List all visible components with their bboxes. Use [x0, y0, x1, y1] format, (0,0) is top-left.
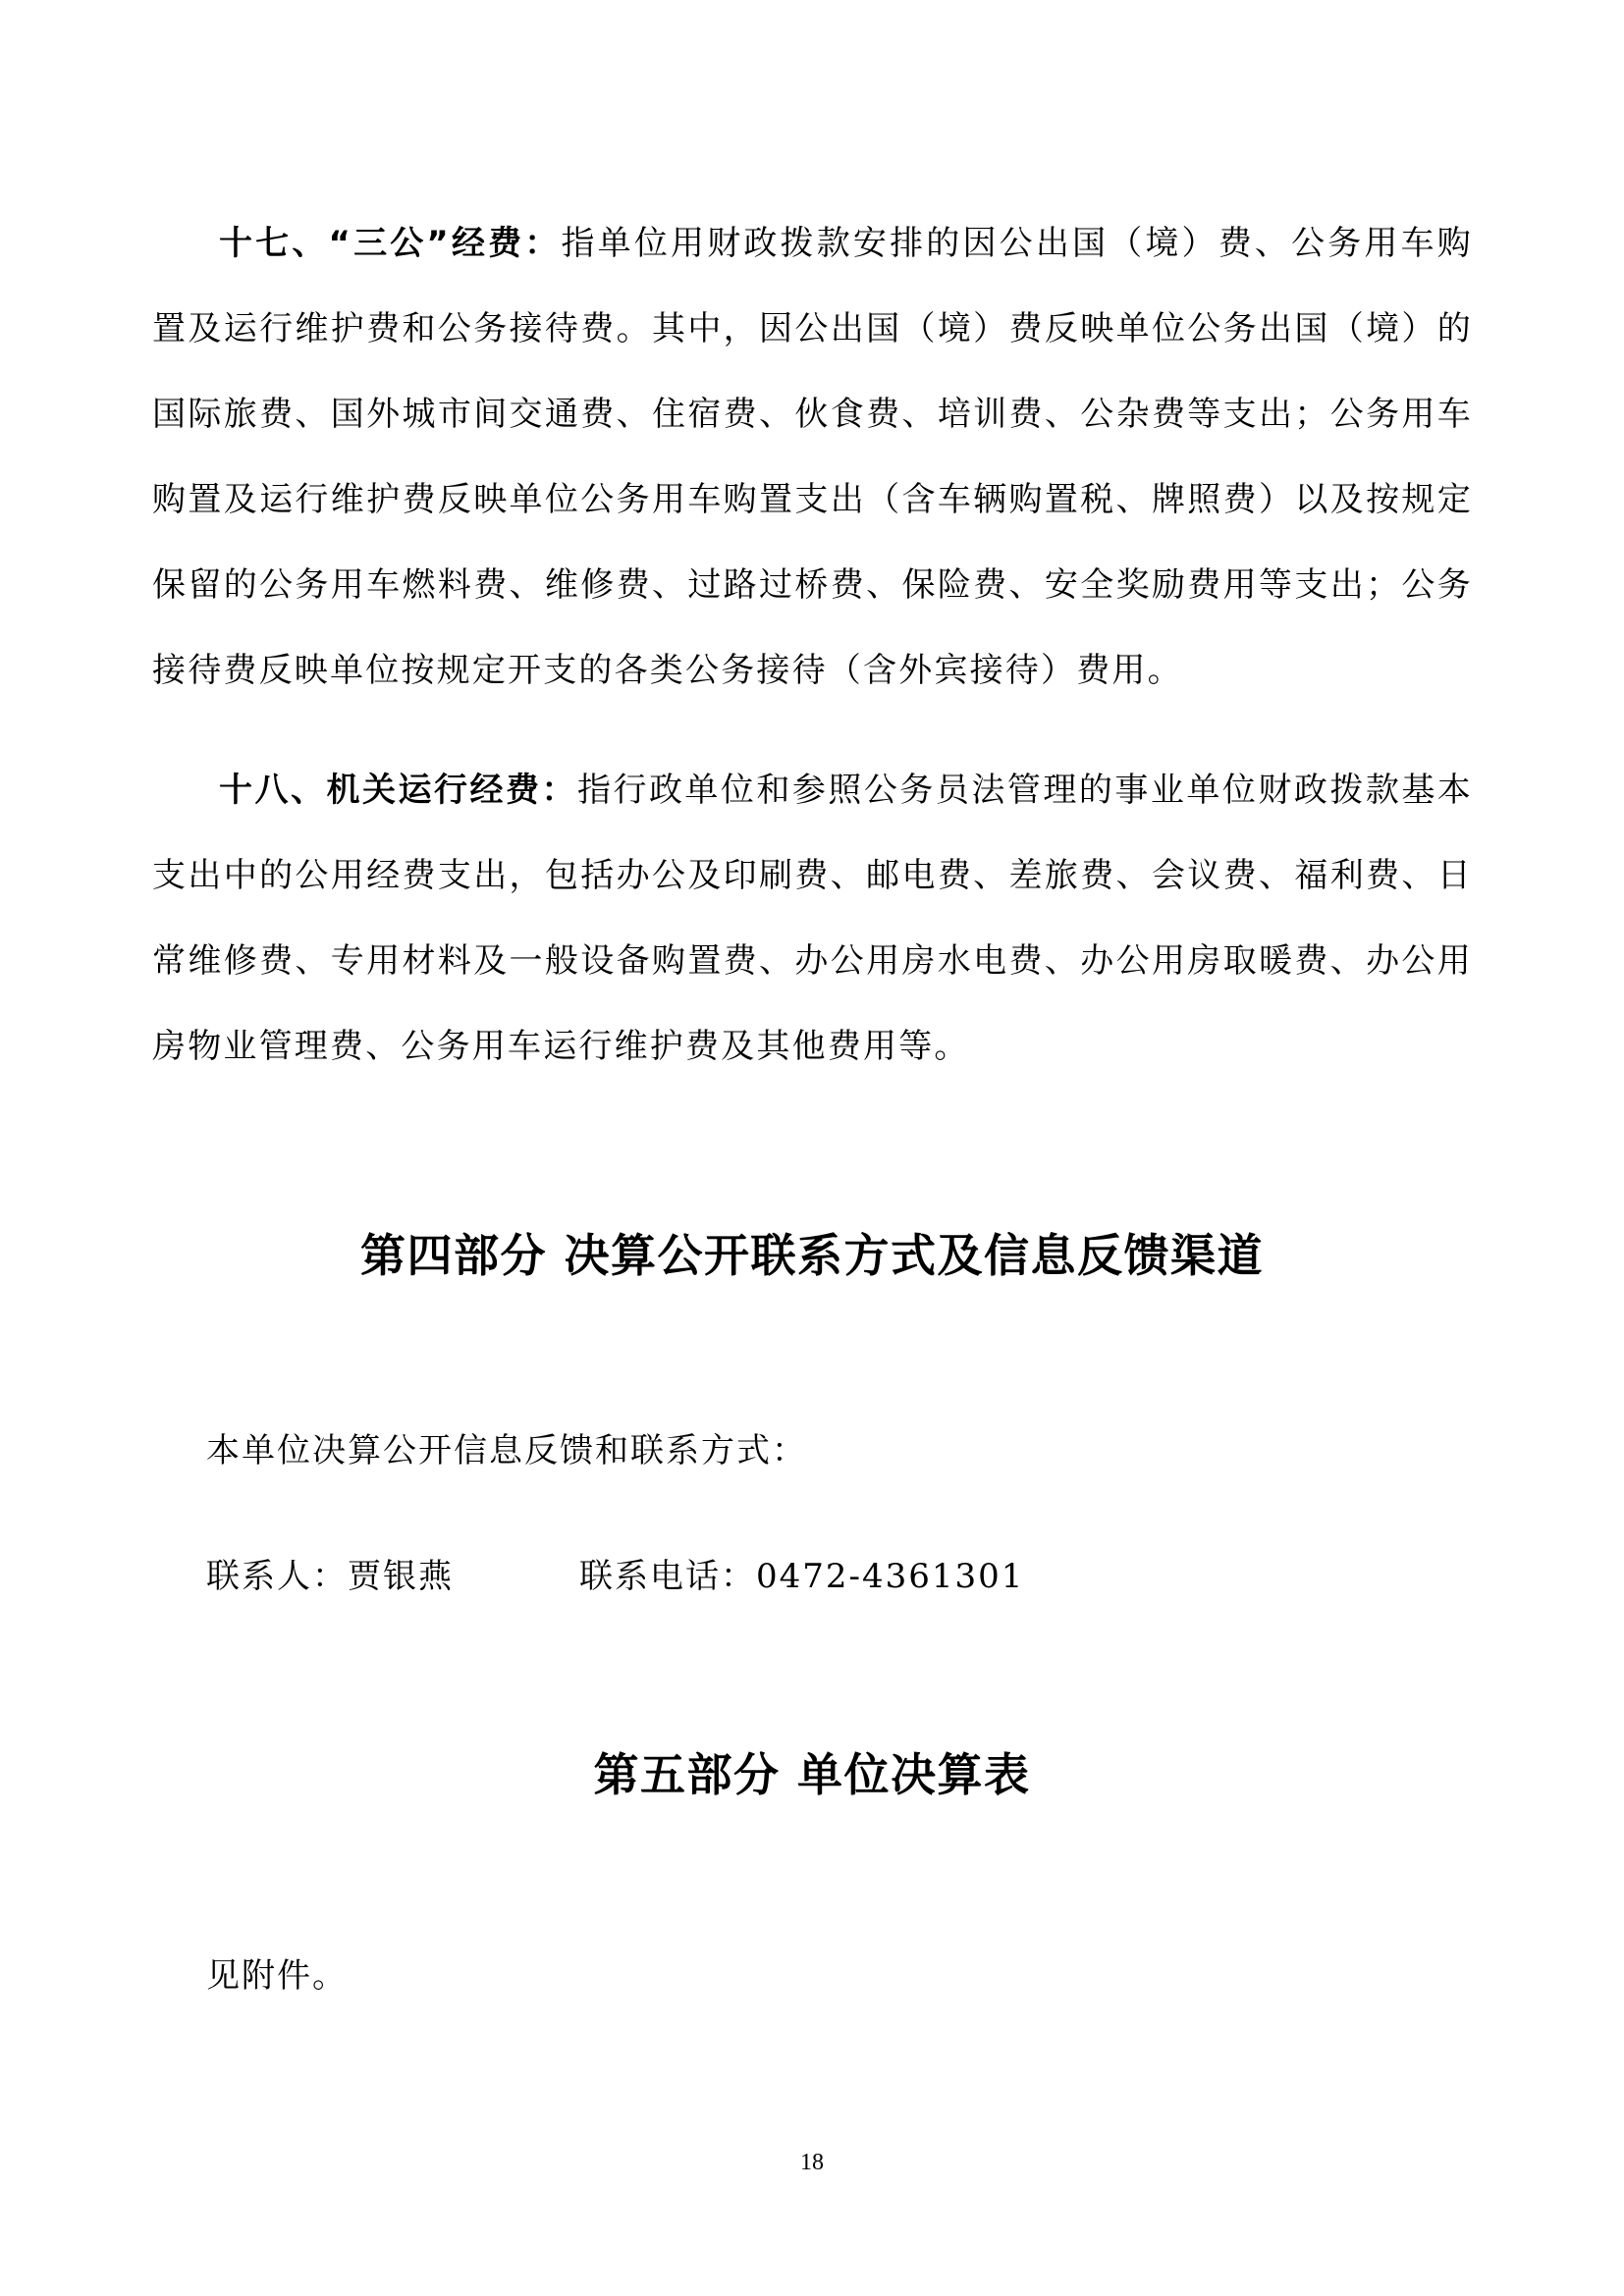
definition-text-17: 指单位用财政拨款安排的因公出国（境）费、公务用车购置及运行维护费和公务接待费。其中，因公出国（境）费反映单位公务出国（境）的国际旅费、国外城市间交通费、住宿费、伙食费、培训费、公杂费等支出；公务用车购置及运行维护费反映单位公务用车购置支出（含车辆购置税、牌照费）以及按规定保留的公务用车燃料费、维修费、过路过桥费、保险费、安全奖励费用等支出；公务接待费反映单位按规定开支的各类公务接待（含外宾接待）费用。	[152, 224, 1473, 690]
definition-term-17: 十七、“三公”经费：	[219, 224, 562, 263]
contact-phone: 联系电话：0472-4361301	[579, 1557, 1025, 1596]
definition-term-18: 十八、机关运行经费：	[219, 771, 577, 810]
see-attachment-text: 见附件。	[206, 1956, 348, 1996]
section-title-part4: 第四部分 决算公开联系方式及信息反馈渠道	[359, 1229, 1264, 1282]
feedback-intro-text: 本单位决算公开信息反馈和联系方式：	[206, 1431, 807, 1470]
section-title-part5: 第五部分 单位决算表	[593, 1748, 1031, 1801]
definition-text-18: 指行政单位和参照公务员法管理的事业单位财政拨款基本支出中的公用经费支出，包括办公及印刷费、邮电费、差旅费、会议费、福利费、日常维修费、专用材料及一般设备购置费、办公用房水电费、办公用房取暖费、办公用房物业管理费、公务用车运行维护费及其他费用等。	[152, 771, 1474, 1066]
definition-paragraph-17	[152, 201, 1473, 714]
definition-paragraph-18	[152, 748, 1473, 1090]
page-number: 18	[800, 2150, 824, 2175]
contact-person: 联系人：贾银燕	[206, 1557, 454, 1596]
